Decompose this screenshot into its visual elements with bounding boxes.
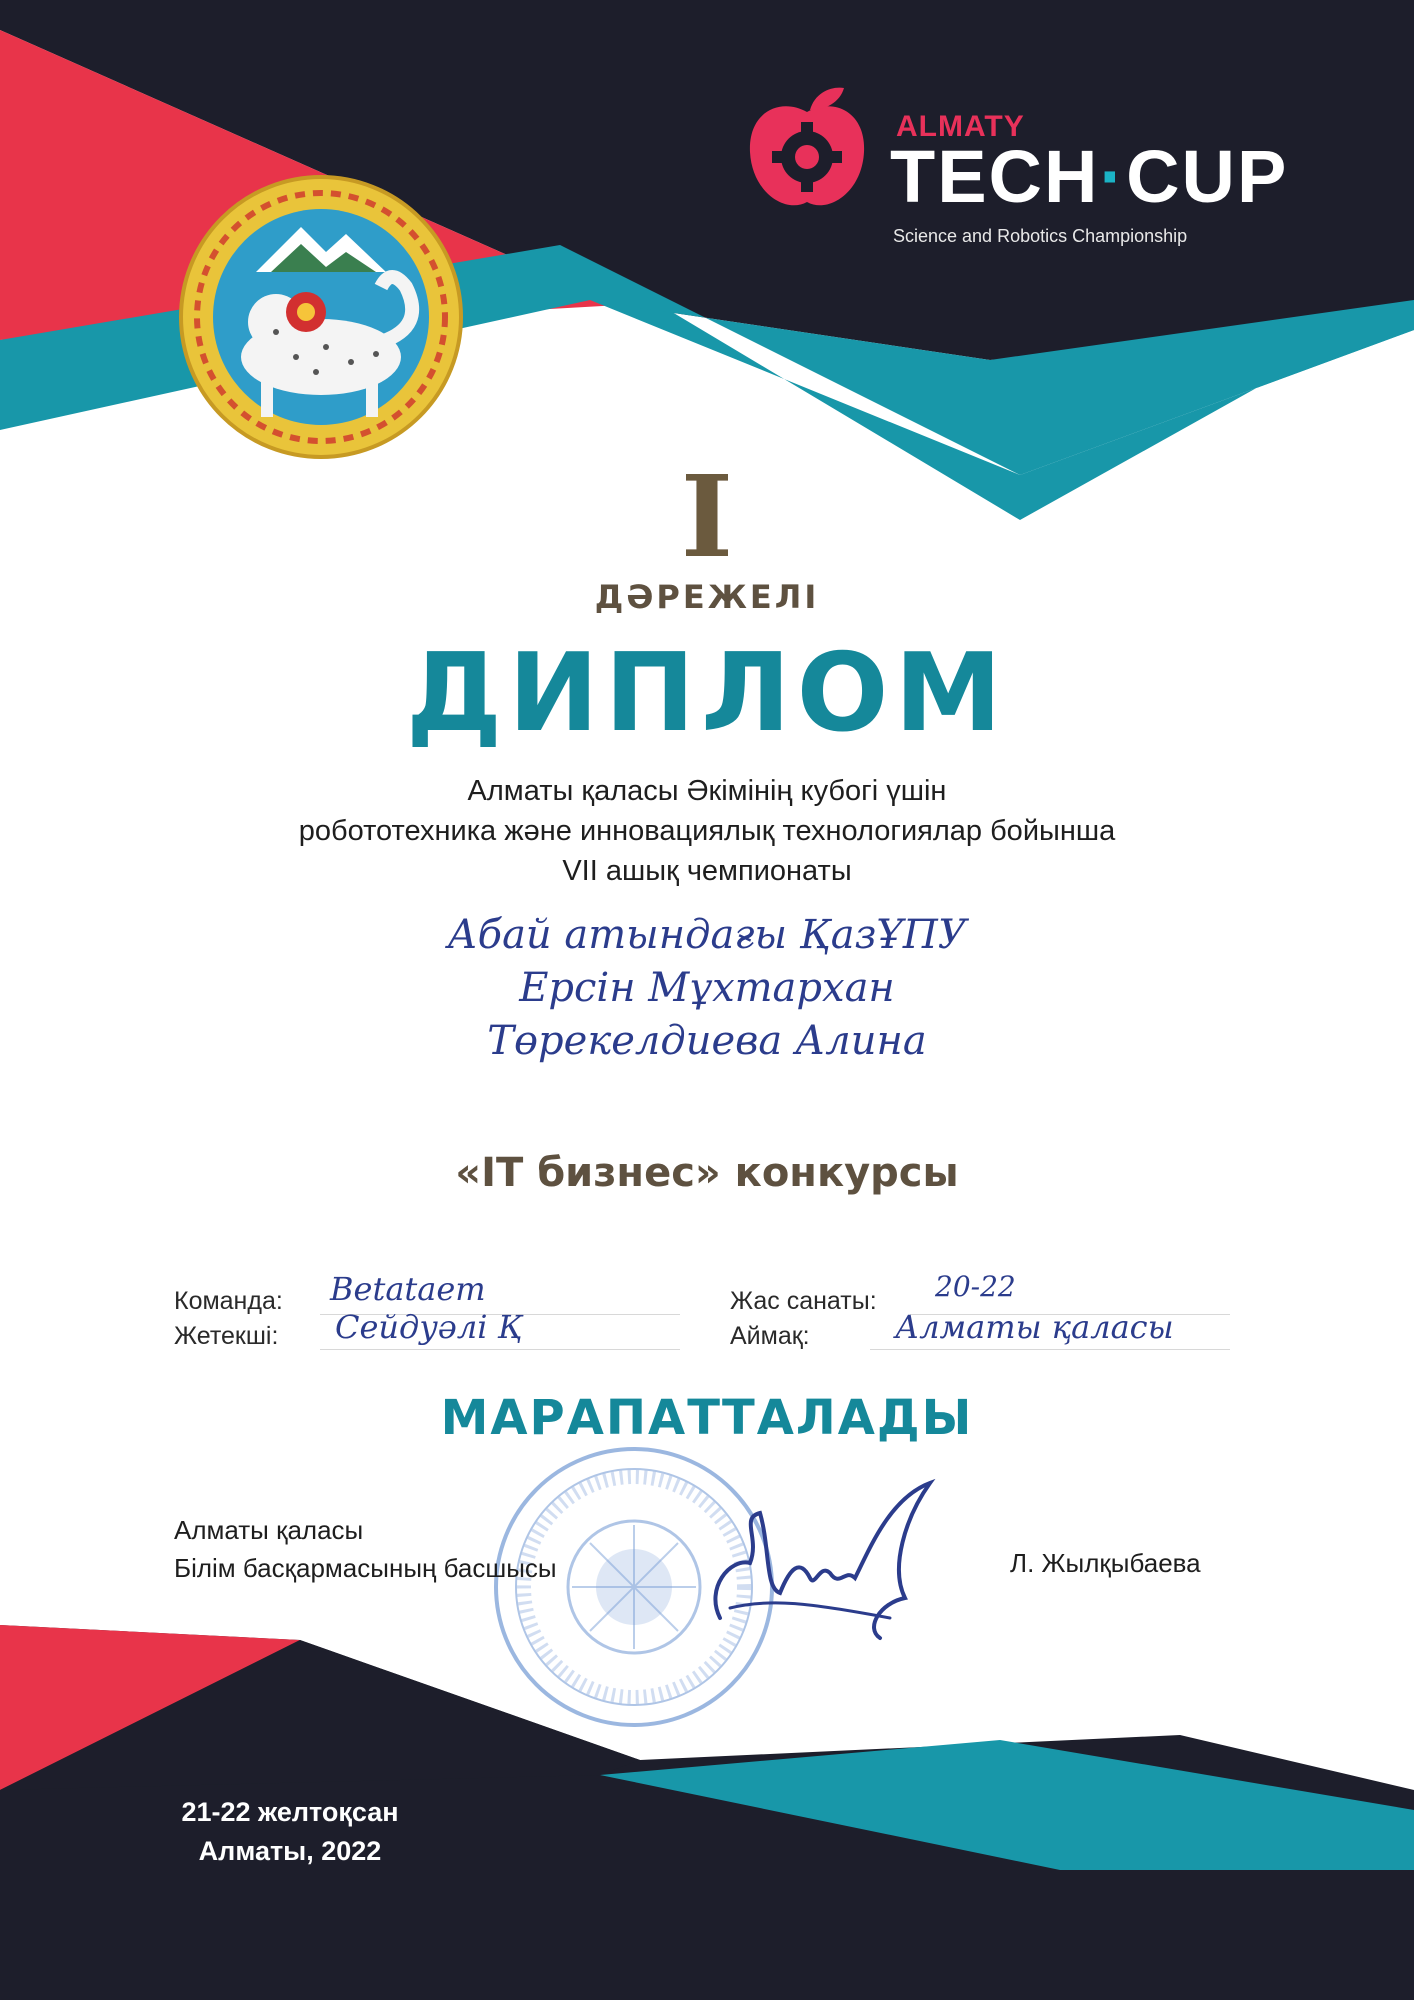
- region-value: Алматы қаласы: [895, 1308, 1174, 1346]
- leader-label: Жетекші:: [174, 1322, 279, 1350]
- region-label: Аймақ:: [730, 1322, 810, 1350]
- awarded-heading: МАРАПАТТАЛАДЫ: [440, 1390, 974, 1446]
- logo-top-word: ALMATY: [896, 110, 1025, 143]
- recipient-name-1: Ерсін Мұхтархан: [519, 965, 895, 1011]
- signatory-position: [174, 1512, 557, 1587]
- leader-underline: [320, 1349, 680, 1350]
- footer-place: Алматы, 2022: [198, 1836, 382, 1867]
- handwritten-signature-icon: [690, 1478, 950, 1648]
- footer-date-place: [140, 1793, 440, 1871]
- age-label: Жас санаты:: [730, 1287, 877, 1315]
- subtitle-line-1: Алматы қаласы Әкімінің кубогі үшін: [467, 775, 947, 807]
- leader-value: Сейдуәлі Қ: [335, 1308, 523, 1346]
- diploma-title: ДИПЛОМ: [406, 631, 1008, 756]
- age-value: 20-22: [935, 1270, 1016, 1303]
- signatory-line-2: Білім басқармасының басшысы: [174, 1552, 557, 1583]
- team-label: Команда:: [174, 1287, 283, 1315]
- recipient-organization: Абай атындағы ҚазҰПУ: [447, 912, 967, 958]
- degree-numeral: I: [680, 452, 734, 583]
- apple-gear-icon: [740, 82, 875, 217]
- region-underline: [870, 1349, 1230, 1350]
- logo-main-text: TECH·CUP: [890, 135, 1289, 218]
- subtitle-line-3: VII ашық чемпионаты: [562, 855, 852, 887]
- footer-date: 21-22 желтоқсан: [181, 1797, 399, 1827]
- logo-tagline: Science and Robotics Championship: [893, 226, 1188, 246]
- signatory-line-1: Алматы қаласы: [174, 1515, 364, 1545]
- recipient-name-2: Төрекелдиева Алина: [487, 1018, 927, 1064]
- team-value: Betataem: [330, 1270, 486, 1308]
- contest-name: «IT бизнес» конкурсы: [455, 1150, 959, 1196]
- subtitle-line-2: робототехника және инновациялық технологиялар бойынша: [298, 815, 1116, 847]
- signatory-name: Л. Жылқыбаева: [1010, 1548, 1201, 1578]
- degree-word: ДӘРЕЖЕЛІ: [594, 578, 820, 616]
- snow-leopard-emblem-icon: [176, 172, 466, 462]
